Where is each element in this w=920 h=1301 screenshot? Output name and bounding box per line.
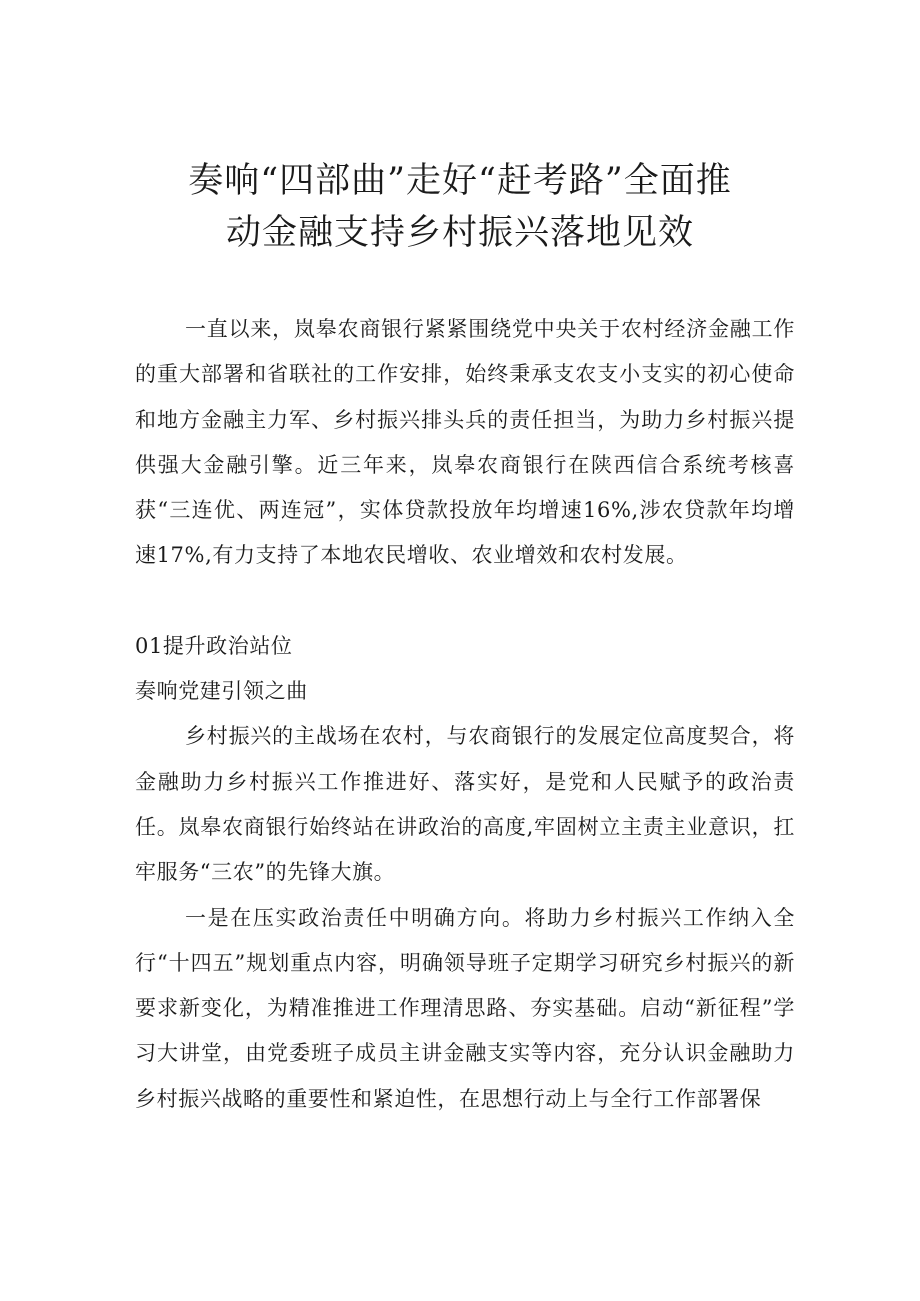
- title-line-1: 奏响“四部曲”走好“赶考路”全面推: [188, 161, 732, 201]
- section-heading: 01提升政治站位: [135, 633, 293, 658]
- intro-paragraph: 一直以来，岚皋农商银行紧紧围绕党中央关于农村经济金融工作的重大部署和省联社的工作安排，始终秉承支农支小支实的初心使命和地方金融主力军、乡村振兴排头兵的责任担当，为助力乡村振兴提供强大金融引擎。近三年来，岚皋农商银行在陕西信合系统考核喜获“三连优、两连冠”，实体贷款投放年均增速16%,涉农贷款年均增速17%,有力支持了本地农民增收、农业增效和农村发展。: [135, 317, 795, 568]
- section-subheading: 奏响党建引领之曲: [135, 679, 308, 704]
- title-line-2: 动金融支持乡村振兴落地见效: [225, 213, 694, 253]
- section-paragraph-2: 一是在压实政治责任中明确方向。将助力乡村振兴工作纳入全行“十四五”规划重点内容，明确领导班子定期学习研究乡村振兴的新要求新变化，为精准推进工作理清思路、夯实基础。启动“新征程”学习大讲堂，由党委班子成员主讲金融支实等内容，充分认识金融助力乡村振兴战略的重要性和紧迫性，在思想行动上与全行工作部署保: [135, 905, 795, 1111]
- document-title: [130, 155, 790, 259]
- document-body: [135, 307, 795, 1122]
- section-paragraph-1: 乡村振兴的主战场在农村，与农商银行的发展定位高度契合，将金融助力乡村振兴工作推进好、落实好，是党和人民赋予的政治责任。岚皋农商银行始终站在讲政治的高度,牢固树立主责主业意识，扛牢服务“三农”的先锋大旗。: [135, 724, 795, 885]
